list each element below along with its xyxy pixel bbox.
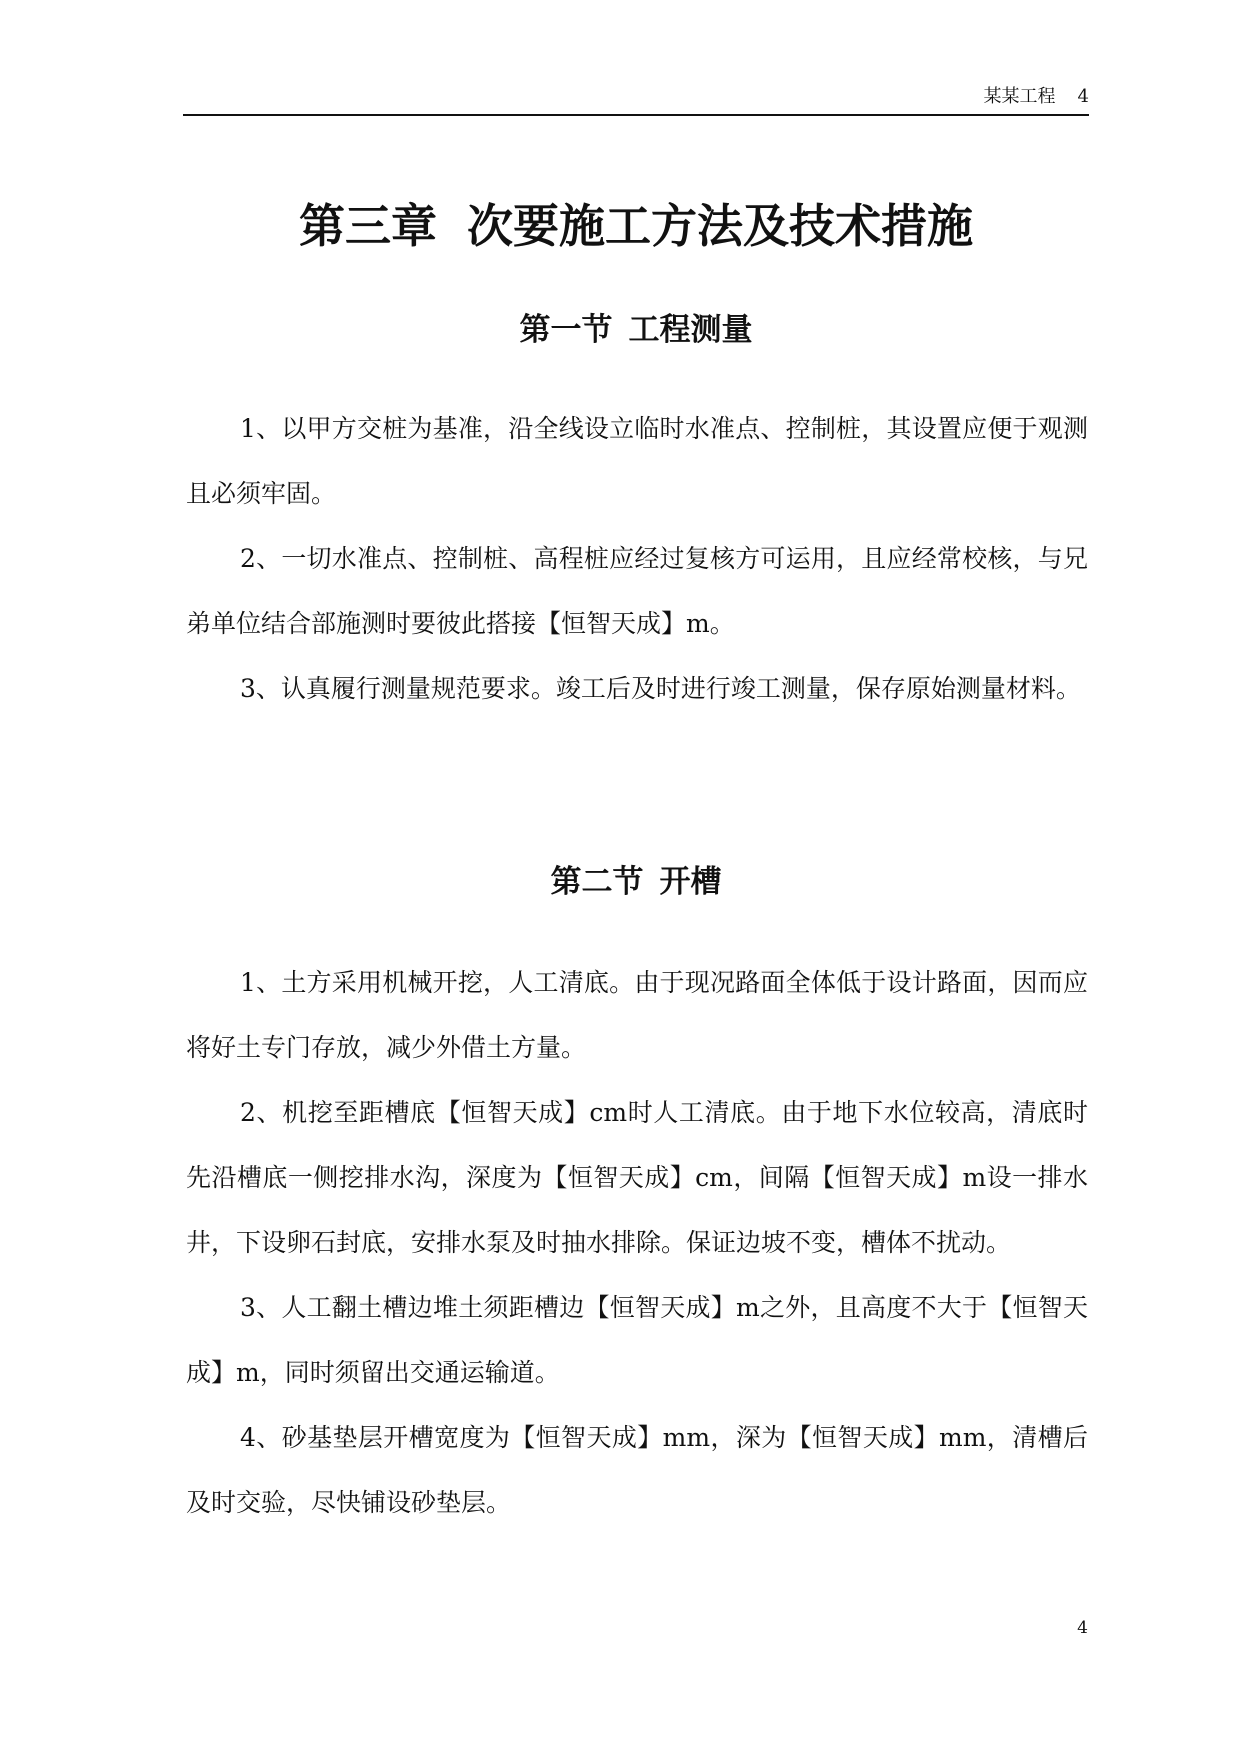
- header-page-number: 4: [1077, 86, 1089, 107]
- section-body-2: [186, 950, 1088, 1535]
- paragraph: 1、以甲方交桩为基准，沿全线设立临时水准点、控制桩，其设置应便于观测且必须牢固。: [186, 414, 1088, 508]
- section-title-2: [183, 860, 1089, 904]
- chapter-title: [183, 196, 1089, 256]
- paragraph: 3、认真履行测量规范要求。竣工后及时进行竣工测量，保存原始测量材料。: [240, 674, 1081, 703]
- paragraph: 2、一切水准点、控制桩、高程桩应经过复核方可运用，且应经常校核，与兄弟单位结合部施测时要彼此搭接【恒智天成】m。: [186, 544, 1088, 638]
- header-title: 某某工程: [983, 86, 1056, 107]
- section-title-1: [183, 308, 1089, 352]
- section-body-1: [186, 396, 1088, 721]
- paragraph: 1、土方采用机械开挖，人工清底。由于现况路面全体低于设计路面，因而应将好土专门存放，减少外借土方量。: [186, 968, 1088, 1062]
- section-number: 第一节: [519, 312, 613, 348]
- paragraph: 4、砂基垫层开槽宽度为【恒智天成】mm，深为【恒智天成】mm，清槽后及时交验，尽快铺设砂垫层。: [186, 1423, 1088, 1517]
- page-header: [183, 86, 1089, 116]
- header-text: [984, 86, 1089, 108]
- chapter-number: 第三章: [299, 199, 437, 253]
- section-title-text: 开槽: [659, 864, 722, 900]
- section-number: 第二节: [550, 864, 644, 900]
- chapter-title-text: 次要施工方法及技术措施: [467, 199, 973, 253]
- paragraph: 3、人工翻土槽边堆土须距槽边【恒智天成】m之外，且高度不大于【恒智天成】m，同时须留出交通运输道。: [186, 1293, 1088, 1387]
- section-title-text: 工程测量: [628, 312, 753, 348]
- footer-page-number: 4: [1077, 1618, 1088, 1638]
- paragraph: 2、机挖至距槽底【恒智天成】cm时人工清底。由于地下水位较高，清底时先沿槽底一侧挖排水沟，深度为【恒智天成】cm，间隔【恒智天成】m设一排水井，下设卵石封底，安排水泵及时抽水排除。保证边坡不变，槽体不扰动。: [186, 1098, 1088, 1257]
